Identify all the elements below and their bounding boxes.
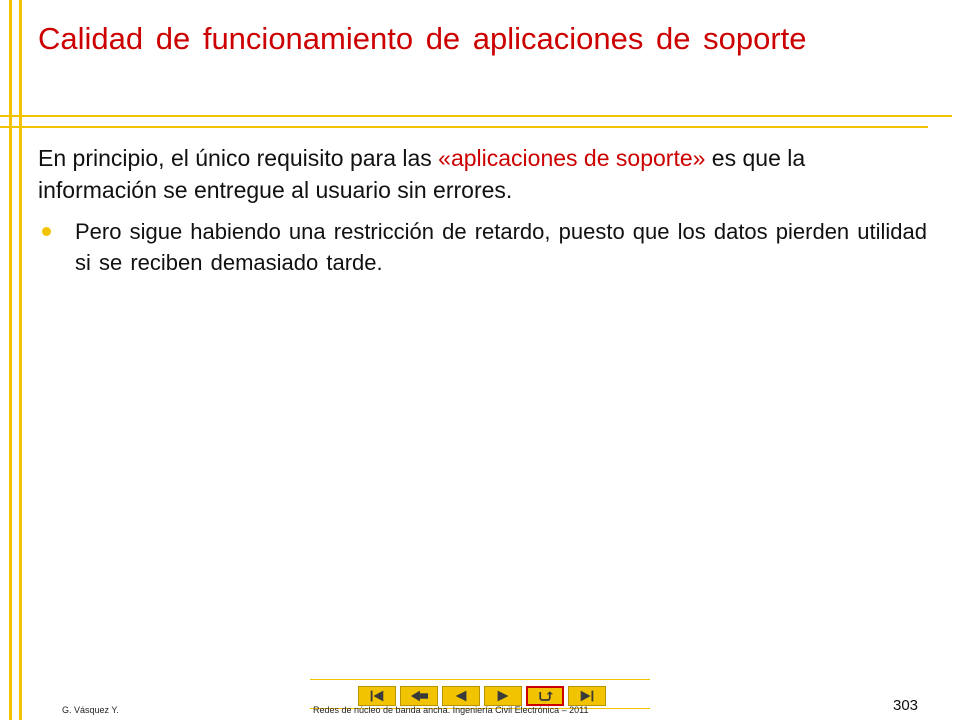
previous-button[interactable]: [442, 686, 480, 706]
first-slide-icon: [359, 687, 395, 705]
bullet-item: [38, 216, 928, 278]
slide-body: [38, 142, 928, 278]
rewind-button[interactable]: [400, 686, 438, 706]
bullet-dot-icon: [42, 227, 51, 236]
left-rule-inner: [19, 0, 22, 720]
return-button[interactable]: [526, 686, 564, 706]
page-number: 303: [893, 697, 919, 714]
lead-text-end: es que la información se entregue al usuario sin errores.: [38, 145, 806, 203]
title-rule-upper: [0, 115, 952, 117]
bullet-text: Pero sigue habiendo una restricción de retardo, puesto que los datos pierden utilidad si se reciben demasiado tarde.: [75, 219, 927, 275]
slide-title: Calidad de funcionamiento de aplicaciones de soporte: [38, 21, 807, 56]
lead-text-start: En principio, el único requisito para las: [38, 145, 439, 171]
next-icon: [485, 687, 521, 705]
next-button[interactable]: [484, 686, 522, 706]
lead-highlight: «aplicaciones de soporte»: [438, 145, 706, 171]
previous-icon: [443, 687, 479, 705]
left-rule-outer: [9, 0, 12, 720]
lead-paragraph: [38, 142, 928, 206]
first-slide-button[interactable]: [358, 686, 396, 706]
rewind-icon: [401, 687, 437, 705]
footer-author: G. Vásquez Y.: [62, 705, 119, 715]
footer-course: Redes de núcleo de banda ancha. Ingeniería Civil Electrónica – 2011: [313, 705, 589, 715]
return-icon: [528, 688, 562, 704]
title-rule-lower: [0, 126, 928, 128]
nav-rule-top: [310, 679, 650, 680]
last-slide-button[interactable]: [568, 686, 606, 706]
last-slide-icon: [569, 687, 605, 705]
slide-navigation: [358, 686, 606, 706]
